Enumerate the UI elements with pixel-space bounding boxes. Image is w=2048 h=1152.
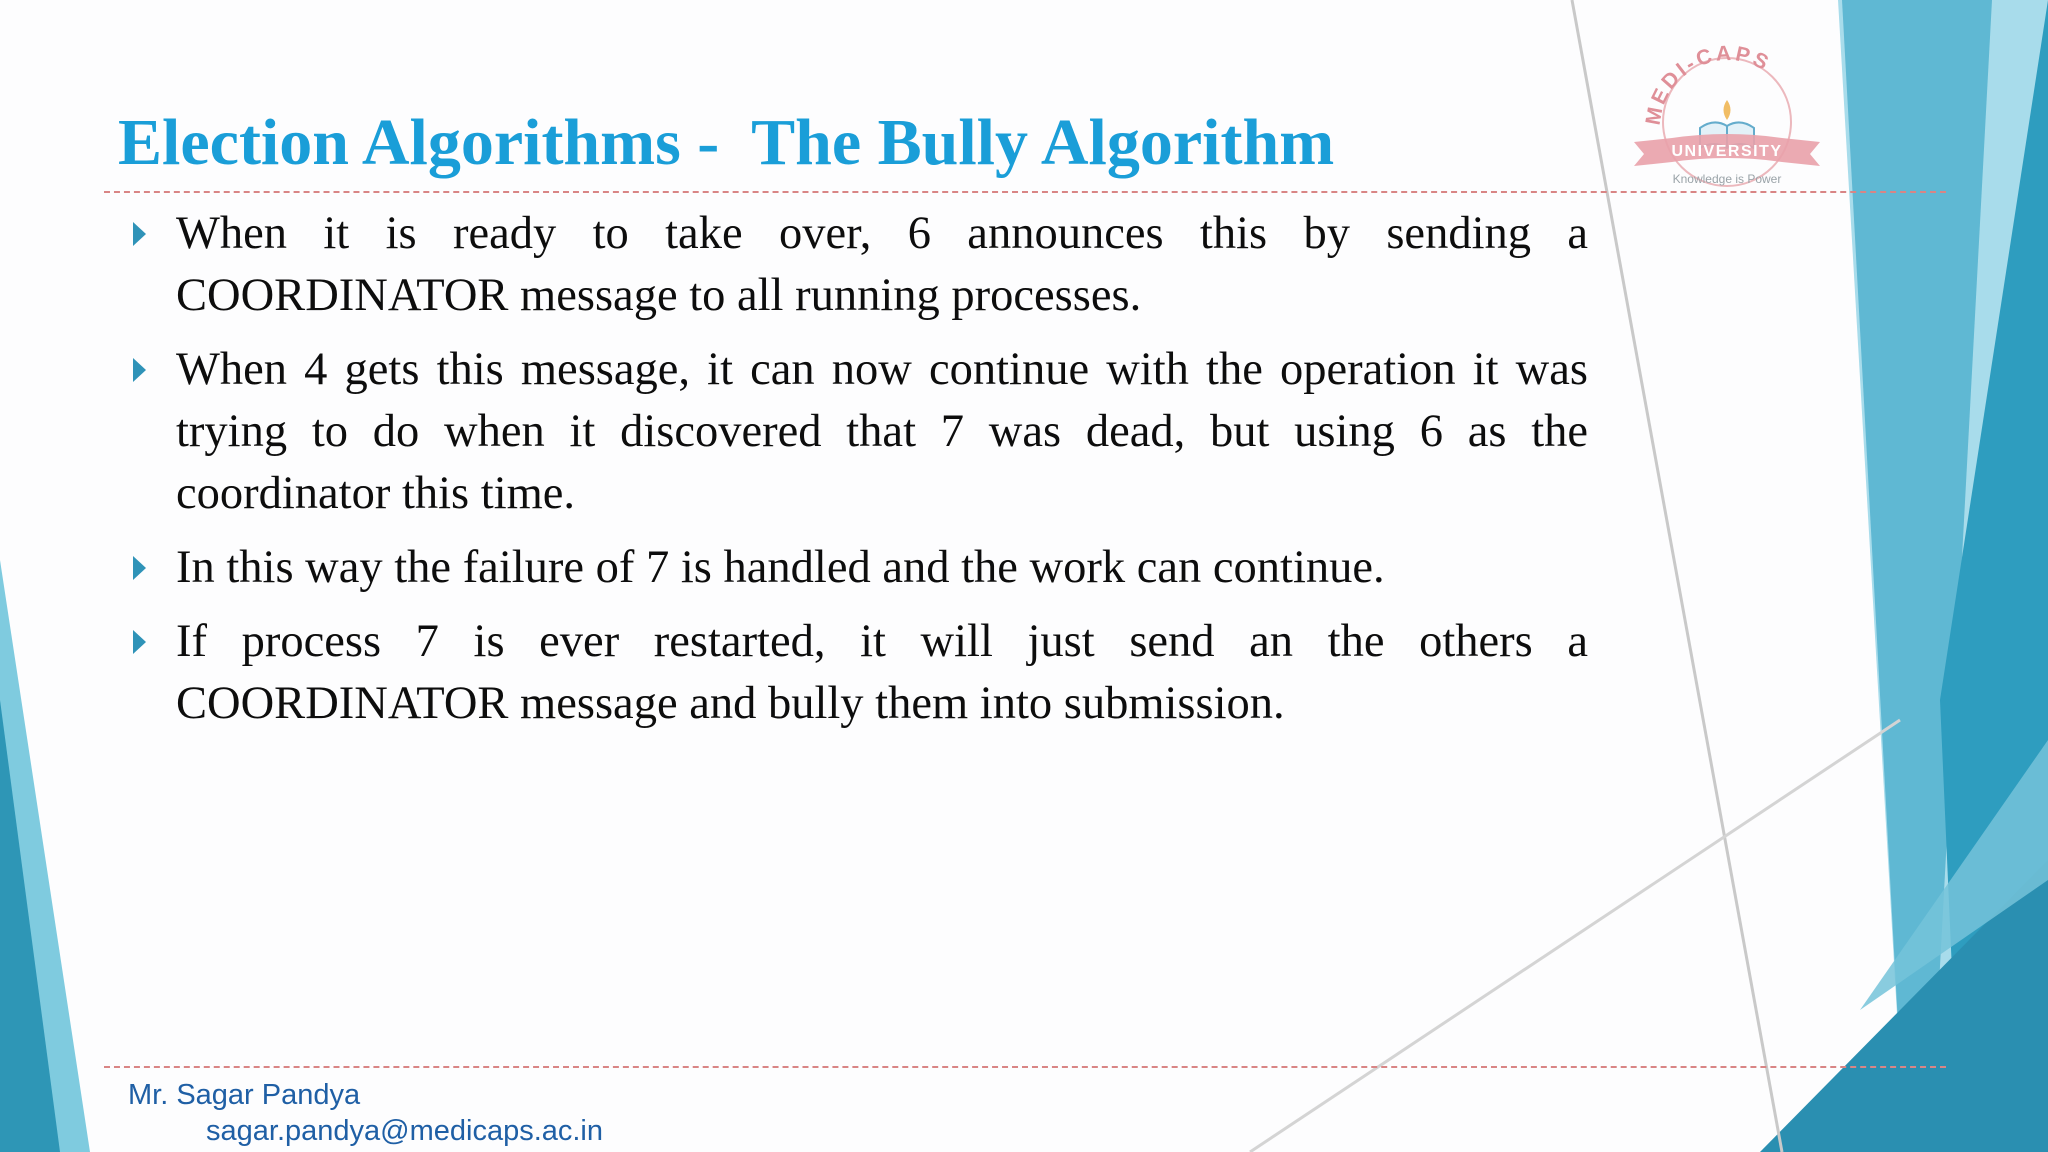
bullet-text: In this way the failure of 7 is handled and the work can continue. xyxy=(176,542,1385,593)
footer-divider xyxy=(104,1066,1946,1068)
footer-author-name: Mr. Sagar Pandya xyxy=(128,1079,361,1111)
bullet-text: If process 7 is ever restarted, it will just send an the others a COORDINATOR message and bully them into submission. xyxy=(176,616,1588,729)
bullet-item xyxy=(130,537,1588,599)
bullet-item xyxy=(130,203,1588,327)
diagonal-line-sweep xyxy=(1250,720,1900,1152)
logo-arc-text: MEDI-CAPS xyxy=(1641,41,1775,127)
triangle-right-icon xyxy=(133,556,146,580)
bullet-text: When it is ready to take over, 6 announces this by sending a COORDINATOR message to all running processes. xyxy=(176,208,1588,321)
triangle-right-icon xyxy=(133,222,146,246)
bullet-text: When 4 gets this message, it can now continue with the operation it was trying to do when it discovered that 7 was dead, but using 6 as the coordinator this time. xyxy=(176,344,1588,519)
logo-tagline: Knowledge is Power xyxy=(1672,172,1782,186)
slide-title: Election Algorithms - The Bully Algorithm xyxy=(118,106,1335,179)
bullet-list xyxy=(130,203,1588,747)
logo-ribbon-text: UNIVERSITY xyxy=(1671,143,1783,160)
university-logo xyxy=(1622,30,1832,190)
triangle-right-icon xyxy=(133,630,146,654)
bullet-item xyxy=(130,611,1588,735)
title-divider xyxy=(104,191,1946,193)
svg-text:MEDI-CAPS xyxy=(1642,42,1775,127)
triangle-right-icon xyxy=(133,358,146,382)
footer-author-email: sagar.pandya@medicaps.ac.in xyxy=(206,1115,604,1147)
bullet-item xyxy=(130,339,1588,525)
